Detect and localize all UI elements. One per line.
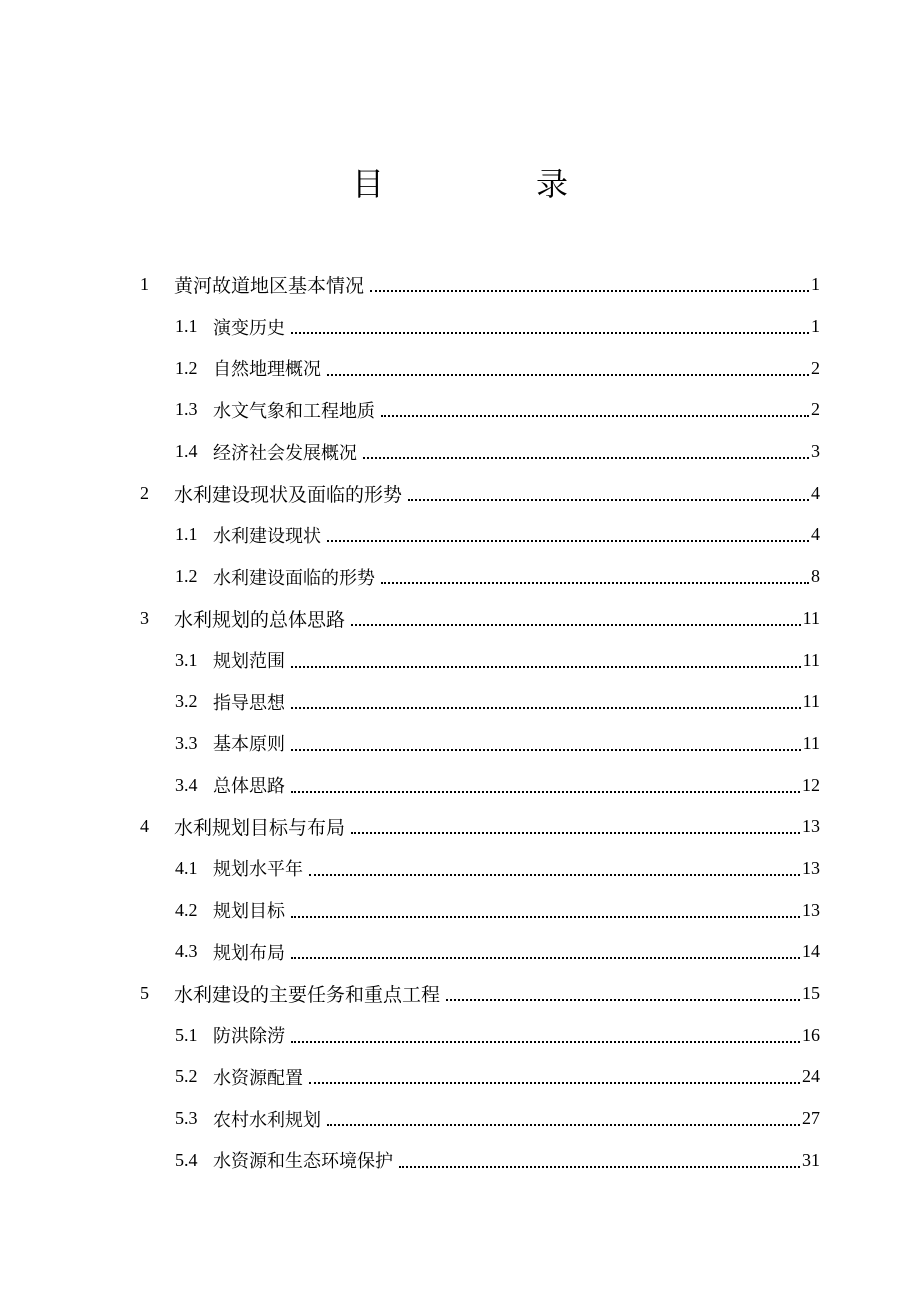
entry-title: 演变历史 [213,317,285,339]
entry-page-number: 2 [811,399,820,420]
entry-page-number: 24 [802,1066,820,1087]
entry-title: 水利建设面临的形势 [213,567,375,589]
dot-leader [309,873,800,876]
entry-page-number: 11 [802,691,820,712]
toc-chapter-entry[interactable] [0,472,920,514]
entry-number: 4.1 [175,857,198,878]
toc-section-entry[interactable] [0,764,920,806]
entry-title: 水资源和生态环境保护 [213,1151,393,1173]
entry-title: 规划布局 [213,942,285,964]
entry-number: 5.1 [175,1024,198,1045]
entry-title: 水利建设的主要任务和重点工程 [174,984,441,1007]
entry-page-number: 14 [802,941,820,962]
dot-leader [291,665,801,668]
toc-chapter-entry[interactable] [0,598,920,640]
dot-leader [291,706,801,709]
entry-page-number: 4 [811,524,820,545]
dot-leader [327,1123,800,1126]
toc-section-entry[interactable] [0,931,920,973]
toc-section-entry[interactable] [0,1014,920,1056]
entry-page-number: 11 [802,732,820,753]
entry-number: 1.2 [175,357,198,378]
toc-section-entry[interactable] [0,556,920,598]
entry-number: 4.3 [175,941,198,962]
entry-title: 水文气象和工程地质 [213,400,375,422]
toc-section-entry[interactable] [0,848,920,890]
entry-page-number: 13 [802,857,820,878]
toc-section-entry[interactable] [0,889,920,931]
entry-page-number: 13 [802,899,820,920]
dot-leader [363,456,809,459]
entry-title: 水利建设现状 [213,525,321,547]
entry-title: 水利规划的总体思路 [174,608,346,631]
entry-page-number: 15 [802,983,820,1004]
entry-number: 5 [140,983,149,1004]
entry-number: 3.4 [175,774,198,795]
dot-leader [446,998,800,1001]
dot-leader [291,331,809,334]
entry-page-number: 13 [802,816,820,837]
entry-page-number: 8 [811,566,820,587]
entry-title: 水资源配置 [213,1067,303,1089]
dot-leader [327,539,809,542]
dot-leader [291,956,800,959]
entry-page-number: 4 [811,482,820,503]
entry-number: 5.3 [175,1108,198,1129]
entry-number: 5.4 [175,1149,198,1170]
entry-number: 5.2 [175,1066,198,1087]
entry-number: 2 [140,482,149,503]
toc-section-entry[interactable] [0,681,920,723]
entry-page-number: 31 [802,1149,820,1170]
entry-title: 规划范围 [213,651,285,673]
dot-leader [381,581,809,584]
entry-title: 黄河故道地区基本情况 [174,275,365,298]
dot-leader [351,623,801,626]
toc-section-entry[interactable] [0,639,920,681]
dot-leader [327,373,809,376]
entry-number: 3 [140,607,149,628]
entry-title: 水利建设现状及面临的形势 [174,483,403,506]
entry-page-number: 11 [802,649,820,670]
toc-section-entry[interactable] [0,1056,920,1098]
dot-leader [408,498,809,501]
entry-title: 总体思路 [213,776,285,798]
dot-leader [370,289,809,292]
entry-title: 基本原则 [213,734,285,756]
dot-leader [291,748,801,751]
entry-number: 1.1 [175,524,198,545]
entry-page-number: 3 [811,441,820,462]
entry-number: 1.4 [175,441,198,462]
toc-chapter-entry[interactable] [0,264,920,306]
dot-leader [309,1081,800,1084]
dot-leader [291,790,800,793]
entry-page-number: 2 [811,357,820,378]
dot-leader [291,1040,800,1043]
toc-section-entry[interactable] [0,306,920,348]
entry-title: 自然地理概况 [213,359,321,381]
dot-leader [351,831,800,834]
entry-page-number: 12 [802,774,820,795]
entry-title: 农村水利规划 [213,1109,321,1131]
page-title: 目 录 [351,165,628,203]
dot-leader [381,414,809,417]
toc-section-entry[interactable] [0,1139,920,1181]
toc-section-entry[interactable] [0,1098,920,1140]
entry-page-number: 16 [802,1024,820,1045]
entry-number: 1 [140,274,149,295]
toc-chapter-entry[interactable] [0,806,920,848]
entry-title: 规划目标 [213,901,285,923]
table-of-contents [0,264,920,1181]
entry-number: 3.2 [175,691,198,712]
entry-page-number: 1 [811,316,820,337]
entry-page-number: 11 [802,607,820,628]
entry-number: 3.1 [175,649,198,670]
entry-title: 防洪除涝 [213,1026,285,1048]
toc-chapter-entry[interactable] [0,973,920,1015]
entry-number: 1.1 [175,316,198,337]
entry-number: 1.2 [175,566,198,587]
dot-leader [399,1165,800,1168]
entry-page-number: 27 [802,1108,820,1129]
entry-number: 4.2 [175,899,198,920]
toc-section-entry[interactable] [0,514,920,556]
entry-title: 经济社会发展概况 [213,442,357,464]
entry-number: 4 [140,816,149,837]
entry-title: 指导思想 [213,692,285,714]
entry-page-number: 1 [811,274,820,295]
entry-title: 水利规划目标与布局 [174,817,346,840]
entry-title: 规划水平年 [213,859,303,881]
toc-section-entry[interactable] [0,431,920,473]
toc-section-entry[interactable] [0,389,920,431]
toc-section-entry[interactable] [0,347,920,389]
entry-number: 1.3 [175,399,198,420]
entry-number: 3.3 [175,732,198,753]
toc-section-entry[interactable] [0,723,920,765]
dot-leader [291,915,800,918]
